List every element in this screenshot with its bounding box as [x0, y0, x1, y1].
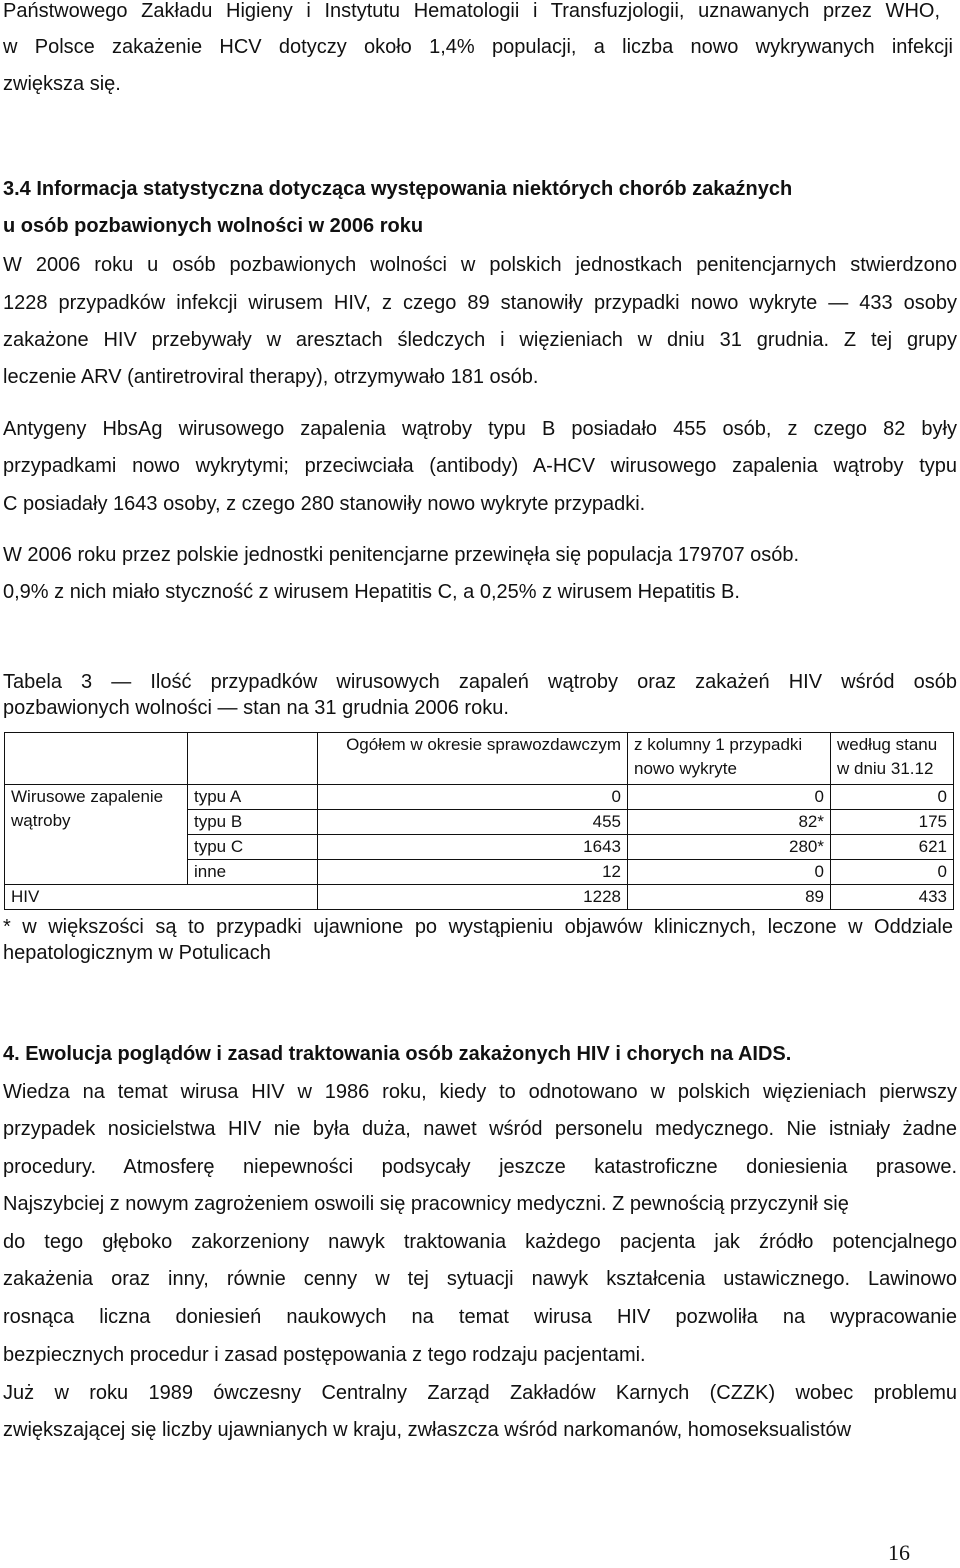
cell-state: 433: [831, 885, 954, 910]
paragraph-line: W 2006 roku przez polskie jednostki penitencjarne przewinęła się populacja 179707 osób.: [3, 544, 800, 566]
paragraph-line: zwiększającej się liczby ujawnianych w kraju, zwłaszcza wśród narkomanów, homoseksualistów: [3, 1419, 852, 1441]
intro-line: w Polsce zakażenie HCV dotyczy około 1,4% populacji, a liczba nowo wykrywanych infekcji: [3, 36, 953, 58]
statistics-table: [4, 732, 954, 910]
row-label: inne: [188, 860, 318, 885]
table-footnote: * w większości są to przypadki ujawnione po wystąpieniu objawów klinicznych, leczone w Oddziale: [3, 916, 953, 938]
cell-state: 175: [831, 810, 954, 835]
paragraph-line: do tego głęboko zakorzeniony nawyk traktowania każdego pacjenta jak źródło potencjalnego: [3, 1231, 957, 1253]
paragraph-line: zakażone HIV przebywały w aresztach śledczych i więzieniach w dniu 31 grudnia. Z tej grupy: [3, 329, 957, 351]
intro-line: zwiększa się.: [3, 73, 121, 95]
column-header: z kolumny 1 przypadki nowo wykryte: [628, 733, 831, 785]
cell-new: 89: [628, 885, 831, 910]
cell-total: 0: [318, 785, 628, 810]
paragraph-line: Już w roku 1989 ówczesny Centralny Zarząd Zakładów Karnych (CZZK) wobec problemu: [3, 1382, 957, 1404]
section-heading: 4. Ewolucja poglądów i zasad traktowania osób zakażonych HIV i chorych na AIDS.: [3, 1043, 792, 1065]
table-corner-cell: [188, 733, 318, 785]
table-caption: pozbawionych wolności — stan na 31 grudnia 2006 roku.: [3, 697, 509, 719]
paragraph-line: Antygeny HbsAg wirusowego zapalenia wątroby typu B posiadało 455 osób, z czego 82 były: [3, 418, 957, 440]
column-header: według stanu w dniu 31.12: [831, 733, 954, 785]
paragraph-line: bezpiecznych procedur i zasad postępowania z tego rodzaju pacjentami.: [3, 1344, 646, 1366]
table-footnote: hepatologicznym w Potulicach: [3, 942, 271, 964]
cell-total: 455: [318, 810, 628, 835]
cell-total: 12: [318, 860, 628, 885]
paragraph-line: rosnąca liczna doniesień naukowych na temat wirusa HIV pozwoliła na wypracowanie: [3, 1306, 957, 1328]
paragraph-line: Najszybciej z nowym zagrożeniem oswoili się pracownicy medyczni. Z pewnością przyczynił się: [3, 1193, 849, 1215]
paragraph-line: przypadek nosicielstwa HIV nie była duża, nawet wśród personelu medycznego. Nie istniały żadne: [3, 1118, 957, 1140]
paragraph-line: 0,9% z nich miało styczność z wirusem Hepatitis C, a 0,25% z wirusem Hepatitis B.: [3, 581, 740, 603]
row-label: typu C: [188, 835, 318, 860]
table-row-hiv: [5, 885, 954, 910]
paragraph-line: W 2006 roku u osób pozbawionych wolności w polskich jednostkach penitencjarnych stwierdzono: [3, 254, 957, 276]
paragraph-line: leczenie ARV (antiretroviral therapy), otrzymywało 181 osób.: [3, 366, 539, 388]
section-heading: 3.4 Informacja statystyczna dotycząca występowania niektórych chorób zakaźnych: [3, 178, 793, 200]
paragraph-line: 1228 przypadków infekcji wirusem HIV, z czego 89 stanowiły przypadki nowo wykryte — 433 osoby: [3, 292, 957, 314]
row-label: typu A: [188, 785, 318, 810]
table-row: [5, 785, 954, 810]
row-label: HIV: [5, 885, 318, 910]
paragraph-line: przypadkami nowo wykrytymi; przeciwciała (antibody) A-HCV wirusowego zapalenia wątroby typu: [3, 455, 957, 477]
cell-total: 1228: [318, 885, 628, 910]
table-header-row: [5, 733, 954, 785]
cell-new: 0: [628, 785, 831, 810]
cell-state: 0: [831, 785, 954, 810]
intro-line: Państwowego Zakładu Higieny i Instytutu Hematologii i Transfuzjologii, uznawanych przez WHO,: [3, 0, 940, 22]
row-label: typu B: [188, 810, 318, 835]
cell-new: 280*: [628, 835, 831, 860]
paragraph-line: C posiadały 1643 osoby, z czego 280 stanowiły nowo wykryte przypadki.: [3, 493, 646, 515]
section-heading: u osób pozbawionych wolności w 2006 roku: [3, 215, 424, 237]
cell-total: 1643: [318, 835, 628, 860]
cell-state: 0: [831, 860, 954, 885]
table-corner-cell: [5, 733, 188, 785]
table-caption: Tabela 3 — Ilość przypadków wirusowych zapaleń wątroby oraz zakażeń HIV wśród osób: [3, 671, 957, 693]
row-group-label: Wirusowe zapalenie wątroby: [5, 785, 188, 885]
cell-state: 621: [831, 835, 954, 860]
paragraph-line: procedury. Atmosferę niepewności podsycały jeszcze katastroficzne doniesienia prasowe.: [3, 1156, 957, 1178]
cell-new: 82*: [628, 810, 831, 835]
page-number: 16: [888, 1540, 910, 1565]
paragraph-line: Wiedza na temat wirusa HIV w 1986 roku, kiedy to odnotowano w polskich więzieniach pierwszy: [3, 1081, 957, 1103]
paragraph-line: zakażenia oraz inny, równie cenny w tej sytuacji nawyk kształcenia ustawicznego. Lawinowo: [3, 1268, 957, 1290]
column-header: Ogółem w okresie sprawozdawczym: [318, 733, 628, 785]
cell-new: 0: [628, 860, 831, 885]
